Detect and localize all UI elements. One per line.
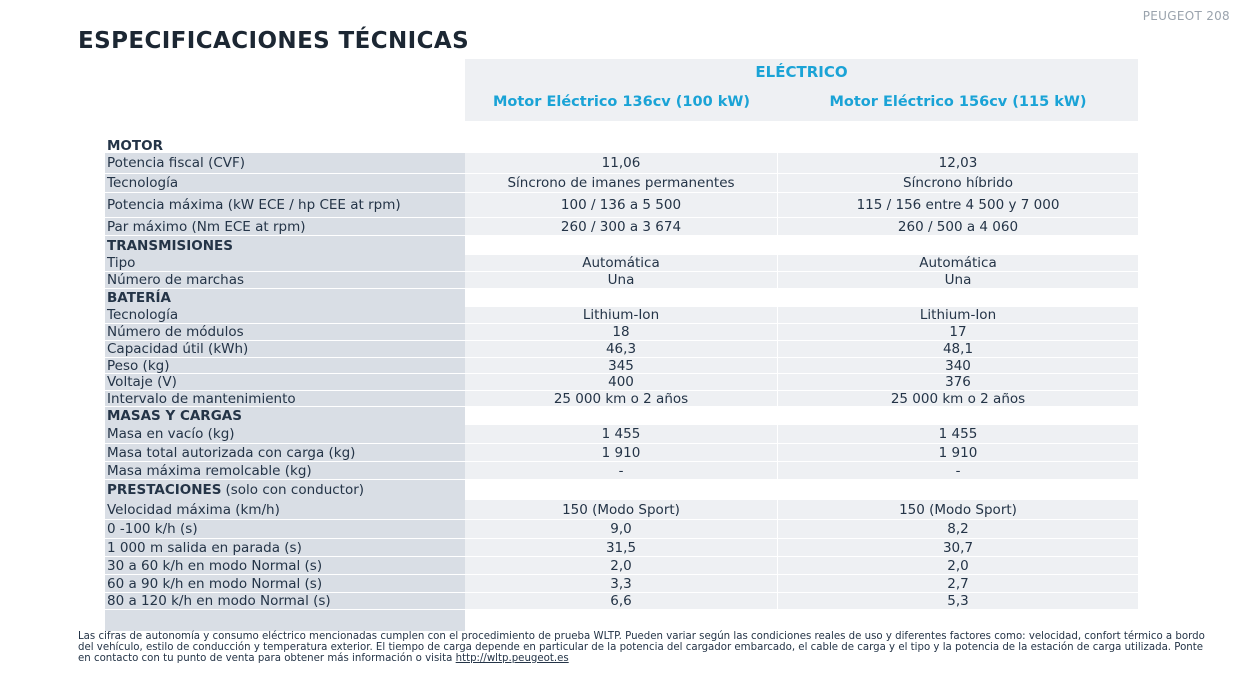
row-label: Capacidad útil (kWh) (105, 341, 465, 358)
wltp-link[interactable]: http://wltp.peugeot.es (455, 653, 569, 664)
row-label: 80 a 120 k/h en modo Normal (s) (105, 593, 465, 610)
motor-2-value: - (778, 462, 1138, 480)
motor-2-value: 260 / 500 a 4 060 (778, 218, 1138, 236)
table-row (105, 153, 1138, 174)
section-title-text: PRESTACIONES (107, 482, 222, 498)
table-row (105, 391, 1138, 407)
table-row (105, 444, 1138, 462)
motor-1-value: 100 / 136 a 5 500 (465, 193, 778, 218)
table-row (105, 557, 1138, 575)
row-label: Intervalo de mantenimiento (105, 391, 465, 407)
section-header (105, 407, 1138, 425)
column-group-label: ELÉCTRICO (755, 63, 848, 81)
motor-2-value: 115 / 156 entre 4 500 y 7 000 (778, 193, 1138, 218)
motor-2-value: 2,0 (778, 557, 1138, 575)
motor-1-value: 25 000 km o 2 años (465, 391, 778, 407)
motor-1-value: Lithium-Ion (465, 307, 778, 324)
table-row (105, 425, 1138, 444)
motor-1-value: Automática (465, 255, 778, 272)
row-label: Velocidad máxima (km/h) (105, 500, 465, 520)
motor-1-value: Una (465, 272, 778, 289)
row-label: Número de módulos (105, 324, 465, 341)
row-label: Número de marchas (105, 272, 465, 289)
table-row (105, 324, 1138, 341)
motor-1-value: 1 910 (465, 444, 778, 462)
motor-1-value: 400 (465, 374, 778, 391)
table-row (105, 520, 1138, 539)
table-row (105, 575, 1138, 593)
footnote (78, 631, 1208, 664)
motor-1-value: 150 (Modo Sport) (465, 500, 778, 520)
motor-2-value: 48,1 (778, 341, 1138, 358)
motor-1-value: 9,0 (465, 520, 778, 539)
row-label: Tecnología (105, 174, 465, 193)
section-header (105, 480, 1138, 500)
motor-1-header: Motor Eléctrico 136cv (100 kW) (492, 94, 750, 110)
motor-2-value: 2,7 (778, 575, 1138, 593)
motor-1-value: 31,5 (465, 539, 778, 557)
label-column-tail (105, 610, 465, 631)
table-row (105, 307, 1138, 324)
row-label: Tipo (105, 255, 465, 272)
section-title (105, 480, 465, 500)
motor-1-value: Síncrono de imanes permanentes (465, 174, 778, 193)
row-label: Peso (kg) (105, 358, 465, 374)
motor-1-value: 3,3 (465, 575, 778, 593)
brand-label: PEUGEOT 208 (1142, 9, 1230, 23)
motor-2-value: 25 000 km o 2 años (778, 391, 1138, 407)
motor-2-value: 340 (778, 358, 1138, 374)
motor-2-value: 5,3 (778, 593, 1138, 610)
motor-1-value: 18 (465, 324, 778, 341)
table-row (105, 374, 1138, 391)
table-row (105, 193, 1138, 218)
motor-2-value: 1 910 (778, 444, 1138, 462)
row-label: 1 000 m salida en parada (s) (105, 539, 465, 557)
motor-2-value: 30,7 (778, 539, 1138, 557)
table-row (105, 462, 1138, 480)
row-label: Masa máxima remolcable (kg) (105, 462, 465, 480)
section-header (105, 236, 1138, 255)
table-row (105, 593, 1138, 610)
motor-2-header: Motor Eléctrico 156cv (115 kW) (829, 94, 1087, 110)
table-row (105, 358, 1138, 374)
section-title (105, 407, 465, 425)
motor-1-value: 6,6 (465, 593, 778, 610)
motor-2-value: Lithium-Ion (778, 307, 1138, 324)
motor-1-value: - (465, 462, 778, 480)
row-label: Tecnología (105, 307, 465, 324)
motor-2-value: Síncrono híbrido (778, 174, 1138, 193)
row-label: Par máximo (Nm ECE at rpm) (105, 218, 465, 236)
motor-2-value: 376 (778, 374, 1138, 391)
motor-2-value: Automática (778, 255, 1138, 272)
motor-2-value: 12,03 (778, 153, 1138, 174)
section-title-text: MASAS Y CARGAS (107, 408, 242, 424)
row-label: Potencia máxima (kW ECE / hp CEE at rpm) (105, 193, 465, 218)
row-label: 60 a 90 k/h en modo Normal (s) (105, 575, 465, 593)
section-title-text: MOTOR (107, 137, 163, 154)
row-label: 0 -100 k/h (s) (105, 520, 465, 539)
motor-2-value: 8,2 (778, 520, 1138, 539)
footnote-text: Las cifras de autonomía y consumo eléctrico mencionadas cumplen con el procedimiento de prueba WLTP. Pueden variar según las condiciones reales de uso y diferentes factores como: velocidad, confort térmico a bordo del vehículo, estilo de conducción y temperatura exterior. El tiempo de carga depende en particular de la potencia del cargador embarcado, el cable de carga y el tipo y la potencia de la estación de carga utilizada. Ponte en contacto con tu punto de venta para obtener más información o visita (78, 631, 1205, 664)
section-title-text: TRANSMISIONES (107, 237, 233, 254)
motor-2-value: 17 (778, 324, 1138, 341)
motor-1-value: 345 (465, 358, 778, 374)
table-row (105, 255, 1138, 272)
row-label: Potencia fiscal (CVF) (105, 153, 465, 174)
table-row (105, 539, 1138, 557)
table-row (105, 174, 1138, 193)
section-header (105, 138, 1138, 153)
motor-2-value: 150 (Modo Sport) (778, 500, 1138, 520)
table-row (105, 341, 1138, 358)
motor-2-value: Una (778, 272, 1138, 289)
section-subtitle: (solo con conductor) (225, 482, 365, 498)
motor-1-value: 1 455 (465, 425, 778, 444)
motor-1-value: 11,06 (465, 153, 778, 174)
table-row (105, 500, 1138, 520)
column-header (465, 59, 1138, 121)
section-title (105, 138, 465, 153)
motor-2-value: 1 455 (778, 425, 1138, 444)
row-label: Masa total autorizada con carga (kg) (105, 444, 465, 462)
section-title (105, 236, 465, 255)
motor-1-value: 46,3 (465, 341, 778, 358)
row-label: 30 a 60 k/h en modo Normal (s) (105, 557, 465, 575)
motor-1-value: 2,0 (465, 557, 778, 575)
table-row (105, 218, 1138, 236)
section-title-text: BATERÍA (107, 290, 171, 306)
table-row (105, 272, 1138, 289)
motor-1-value: 260 / 300 a 3 674 (465, 218, 778, 236)
row-label: Voltaje (V) (105, 374, 465, 391)
row-label: Masa en vacío (kg) (105, 425, 465, 444)
section-header (105, 289, 1138, 307)
page-title: ESPECIFICACIONES TÉCNICAS (78, 28, 470, 54)
section-title (105, 289, 465, 307)
